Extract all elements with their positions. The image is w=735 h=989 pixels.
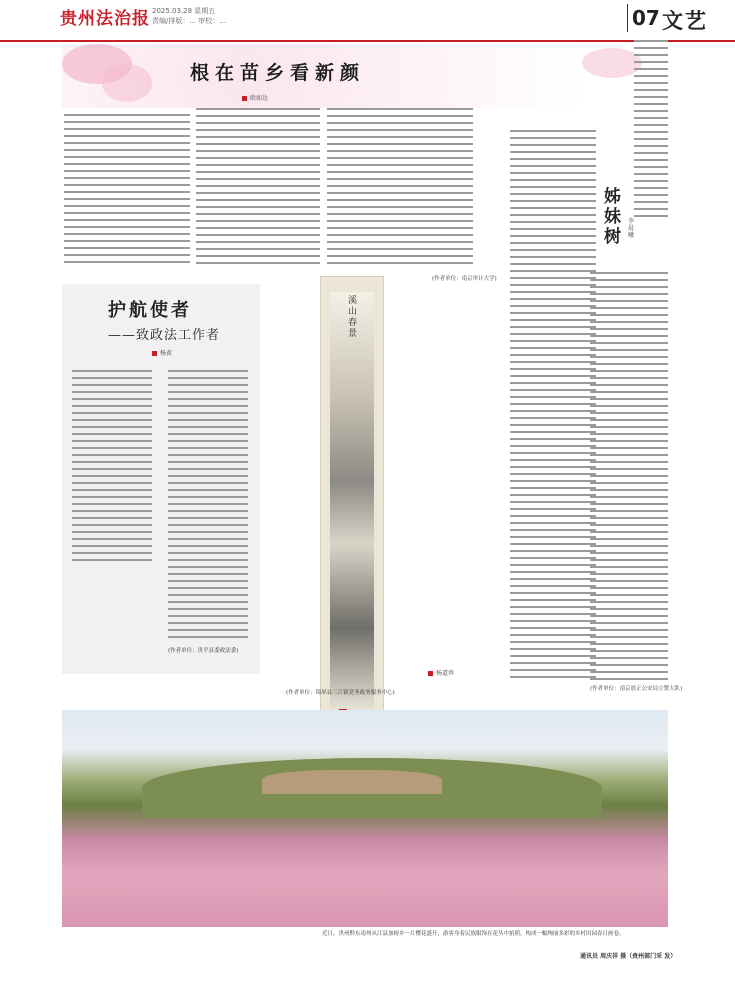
article2-column [510,130,596,682]
dateline [152,6,226,26]
page-number: 07 [632,6,660,30]
header-divider [627,4,628,32]
byline-marker [242,96,247,101]
byline-marker [152,351,157,356]
article3-column-top [634,40,668,220]
article1-byline [242,93,268,102]
issue-date: 2025.03.28 星期五 [152,7,216,15]
poem-stanzas-left [72,370,152,562]
poem-title: 护航使者 [108,300,192,321]
blossom-decoration [582,48,642,78]
poem-author-note: (作者单位：贵平县委政法委) [168,648,239,654]
painting-inscription: 溪山春景 [348,296,358,339]
section-title: 文艺 [662,9,708,33]
article2-author-note: (作者单位：南京审计大学) [432,276,497,282]
blossom-decoration [102,64,152,102]
article3-column [590,272,668,680]
painting-author: 杨道珍 [436,670,455,677]
photo-caption: 近日，贵州黔东南州从江县加榜乡一片樱花盛开，游客身着民族服饰在花丛中拍照，构成一幅绚丽多彩的乡村田园春日画卷。 [322,931,625,937]
landscape-painting [330,292,374,712]
article3-author: 李晨曦 [628,218,635,239]
poem-subtitle: ——致政法工作者 [108,328,221,343]
newspaper-logo: 贵州法治报 [60,9,150,29]
article1-author: 欧如达 [250,95,269,102]
article1-column-1 [64,114,190,266]
article3-author-note: (作者单位：南京晨正公安局立警大队) [590,686,683,692]
article1-column-2 [196,108,320,268]
painting-author-note: (作者单位：锦屏县三江镇党务政务服务中心) [286,690,395,696]
article1-title: 根在苗乡看新颜 [190,62,366,84]
masthead [0,0,735,42]
editors-line: 责编/排版：... 审校：... [152,17,226,25]
byline-marker [428,671,433,676]
photo-cliff [262,770,442,794]
article1-column-3 [327,108,473,266]
poem-author: 杨黄 [160,350,173,357]
poem-byline [152,348,172,357]
photo-credit: 通讯员 周庆祥 摄（贵州部门采 发） [580,953,677,960]
poem-stanzas-right [168,370,248,642]
article3-title: 姊妹树 [604,187,621,247]
painting-byline [428,668,454,677]
cherry-blossom-photo [62,710,668,927]
